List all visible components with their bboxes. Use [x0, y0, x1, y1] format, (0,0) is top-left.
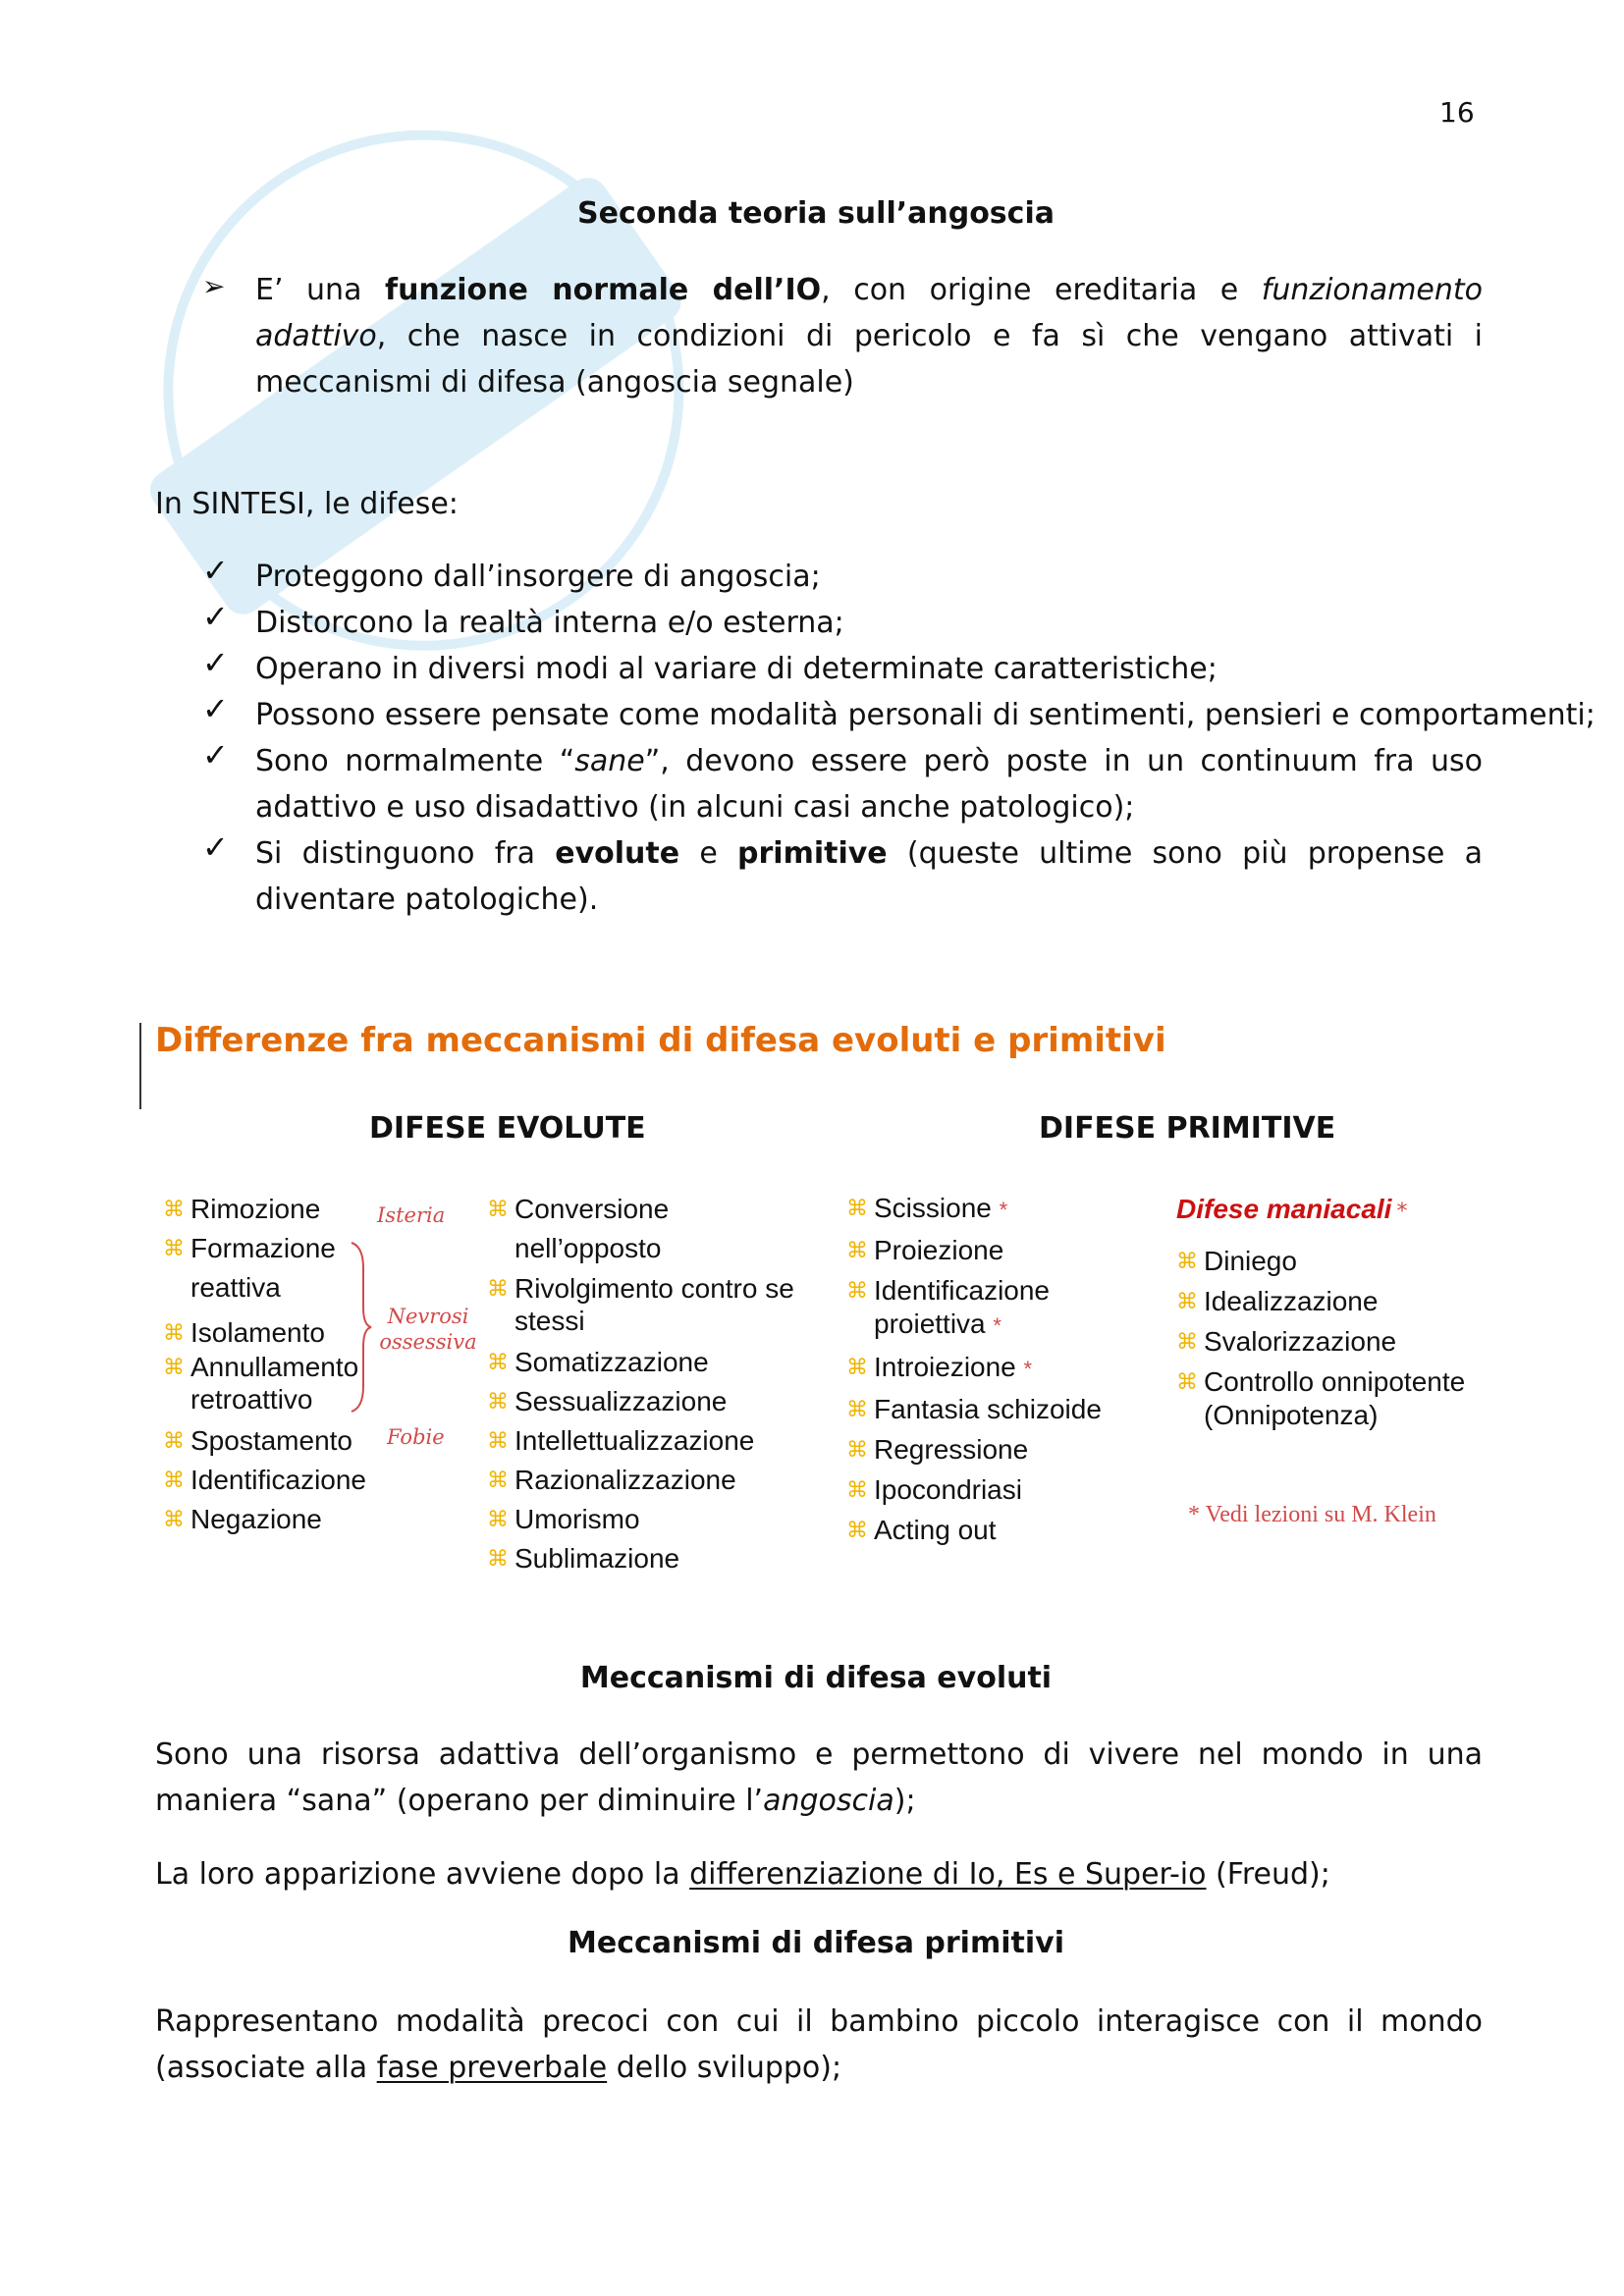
heading-side-bar [139, 1023, 141, 1109]
command-bullet-icon: ⌘ [846, 1355, 868, 1379]
list-item: ⌘ Sessualizzazione [487, 1382, 821, 1421]
list-item: ⌘ Annullamento retroattivo [163, 1352, 359, 1415]
list-item: ⌘ Conversione nell’opposto [487, 1190, 821, 1268]
check-icon: ✓ [202, 644, 229, 681]
command-bullet-icon: ⌘ [846, 1278, 868, 1303]
list-item: ⌘ Idealizzazione [1176, 1281, 1490, 1321]
synthesis-item: Sono normalmente “sane”, devono essere però poste in un continuum fra uso adattivo e uso disadattivo (in alcuni casi anche patologico); [255, 744, 1483, 825]
command-bullet-icon: ⌘ [846, 1518, 868, 1542]
arrow-bullet-icon: ➢ [202, 270, 226, 302]
list-item: ⌘ Fantasia schizoide [846, 1389, 1131, 1429]
evolved-paragraph-1: Sono una risorsa adattiva dell’organismo e permettono di vivere nel mondo in una maniera “sana” (operano per diminuire l’angoscia); [155, 1737, 1483, 1818]
command-bullet-icon: ⌘ [1176, 1369, 1198, 1394]
list-item: ⌘ Intellettualizzazione [487, 1421, 821, 1461]
list-item: ⌘ Rivolgimento contro se stessi [487, 1273, 794, 1336]
command-bullet-icon: ⌘ [163, 1428, 185, 1453]
command-bullet-icon: ⌘ [1176, 1289, 1198, 1313]
primitive-list-2 [1176, 1241, 1490, 1432]
bullet-paragraph: E’ una funzione normale dell’IO, con origine ereditaria e funzionamento adattivo, che nasce in condizioni di pericolo e fa sì che vengano attivati i meccanismi di difesa (angoscia segnale) [255, 273, 1483, 400]
list-item: ⌘ Formazione reattiva [163, 1229, 369, 1308]
synthesis-intro: In SINTESI, le difese: [155, 487, 459, 521]
list-item: ⌘ Negazione [163, 1500, 369, 1539]
check-icon: ✓ [202, 736, 229, 774]
command-bullet-icon: ⌘ [487, 1546, 509, 1571]
differences-heading: Differenze fra meccanismi di difesa evoluti e primitivi [155, 1021, 1166, 1060]
primitive-defenses-title: DIFESE PRIMITIVE [1039, 1111, 1336, 1146]
primitive-list-1 [846, 1188, 1131, 1550]
command-bullet-icon: ⌘ [487, 1197, 509, 1221]
asterisk-mark: * [999, 1198, 1008, 1222]
command-bullet-icon: ⌘ [163, 1507, 185, 1531]
asterisk-mark: * [993, 1313, 1001, 1338]
command-bullet-icon: ⌘ [846, 1238, 868, 1262]
command-bullet-icon: ⌘ [487, 1350, 509, 1374]
list-item: ⌘ Introiezione * [846, 1347, 1131, 1389]
evolved-defenses-title: DIFESE EVOLUTE [369, 1111, 646, 1146]
list-item: ⌘ Sublimazione [487, 1539, 821, 1578]
command-bullet-icon: ⌘ [846, 1196, 868, 1220]
check-icon: ✓ [202, 598, 229, 635]
list-item: ⌘ Somatizzazione [487, 1343, 821, 1382]
synthesis-item: Distorcono la realtà interna e/o esterna; [255, 606, 844, 640]
evolved-mechanisms-heading: Meccanismi di difesa evoluti [579, 1661, 1053, 1695]
command-bullet-icon: ⌘ [163, 1236, 185, 1260]
list-item: ⌘ Spostamento [163, 1421, 369, 1461]
synthesis-item: Operano in diversi modi al variare di determinate caratteristiche; [255, 652, 1218, 686]
check-icon: ✓ [202, 552, 229, 589]
list-item: ⌘ Isolamento [163, 1313, 369, 1353]
command-bullet-icon: ⌘ [163, 1197, 185, 1221]
manic-defenses-title: Difese maniacali * [1176, 1194, 1408, 1224]
section-heading-second-theory: Seconda teoria sull’angoscia [577, 196, 1055, 231]
list-item: ⌘ Acting out [846, 1510, 1131, 1550]
list-item: ⌘ Rimozione [163, 1190, 369, 1229]
command-bullet-icon: ⌘ [487, 1468, 509, 1492]
list-item: ⌘ Ipocondriasi [846, 1469, 1131, 1510]
check-icon: ✓ [202, 828, 229, 866]
command-bullet-icon: ⌘ [487, 1276, 509, 1301]
evolved-list-1 [163, 1190, 369, 1539]
list-item: ⌘ Controllo onnipotente (Onnipotenza) [1176, 1366, 1466, 1430]
asterisk-mark: * [1396, 1200, 1408, 1224]
command-bullet-icon: ⌘ [1176, 1249, 1198, 1273]
synthesis-item: Possono essere pensate come modalità personali di sentimenti, pensieri e comportamenti; [255, 698, 1596, 732]
evolved-list-2 [487, 1190, 821, 1578]
synthesis-item: Si distinguono fra evolute e primitive (queste ultime sono più propense a diventare patologiche). [255, 836, 1484, 917]
command-bullet-icon: ⌘ [1176, 1329, 1198, 1354]
primitive-mechanisms-heading: Meccanismi di difesa primitivi [568, 1926, 1064, 1960]
list-item: ⌘ Umorismo [487, 1500, 821, 1539]
list-item: ⌘ Diniego [1176, 1241, 1490, 1281]
annotation-nevrosi: Nevrosi ossessiva [379, 1305, 477, 1354]
command-bullet-icon: ⌘ [846, 1477, 868, 1502]
list-item: ⌘ Scissione * [846, 1188, 1131, 1230]
list-item: ⌘ Regressione [846, 1429, 1131, 1469]
synthesis-item: Proteggono dall’insorgere di angoscia; [255, 560, 821, 594]
annotation-isteria: Isteria [377, 1203, 446, 1227]
command-bullet-icon: ⌘ [163, 1355, 185, 1379]
command-bullet-icon: ⌘ [846, 1397, 868, 1421]
page-number: 16 [1439, 96, 1475, 129]
check-icon: ✓ [202, 690, 229, 727]
list-item: ⌘ Razionalizzazione [487, 1461, 821, 1500]
command-bullet-icon: ⌘ [163, 1320, 185, 1345]
list-item: ⌘ Identificazione [163, 1461, 369, 1500]
primitive-paragraph-1: Rappresentano modalità precoci con cui il bambino piccolo interagisce con il mondo (associate alla fase preverbale dello sviluppo); [155, 2004, 1483, 2085]
annotation-fobie: Fobie [387, 1425, 445, 1449]
command-bullet-icon: ⌘ [487, 1507, 509, 1531]
list-item: ⌘ Svalorizzazione [1176, 1321, 1490, 1362]
command-bullet-icon: ⌘ [846, 1437, 868, 1462]
command-bullet-icon: ⌘ [163, 1468, 185, 1492]
list-item: ⌘ Proiezione [846, 1230, 1131, 1270]
evolved-paragraph-2: La loro apparizione avviene dopo la differenziazione di Io, Es e Super-io (Freud); [155, 1857, 1330, 1892]
asterisk-mark: * [1023, 1357, 1033, 1381]
command-bullet-icon: ⌘ [487, 1428, 509, 1453]
curly-brace-icon [348, 1239, 373, 1415]
list-item: ⌘ Identificazione proiettiva * [846, 1275, 1051, 1339]
command-bullet-icon: ⌘ [487, 1389, 509, 1414]
klein-note: * Vedi lezioni su M. Klein [1188, 1502, 1436, 1527]
